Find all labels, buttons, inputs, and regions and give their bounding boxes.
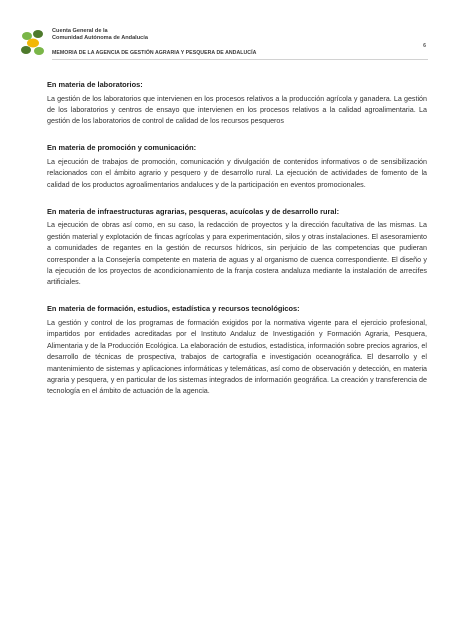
page-header [20,26,428,64]
section-infraestructuras [47,207,427,289]
section-paragraph: La ejecución de trabajos de promoción, comunicación y divulgación de contenidos informativos o de sensibilización relacionados con el ámbito agrario y pesquero y de desarrollo rural. La ejecución de actividades de fomento de la calidad de los productos agroalimentarios andaluces y de la participación en eventos promocionales. [47,158,427,189]
document-body [47,80,427,413]
section-heading: En materia de infraestructuras agrarias, pesqueras, acuícolas y de desarrollo rural: [47,206,340,216]
section-laboratorios [47,80,427,128]
section-formacion [47,304,427,397]
section-paragraph: La gestión y control de los programas de formación exigidos por la normativa vigente para el ejercicio profesional, impartidos por entidades acreditadas por el Instituto Andaluz de Investigación y Formación Agraria, Pesquera, Alimentaria y de la Producción Ecológica. La elaboración de estudios, estadística, información sobre precios agrarios, el desarrollo de técnicas de prospectiva, trabajos de cartografía e investigación oceanográfica. El desarrollo y el mantenimiento de sistemas y aplicaciones informáticas y telemáticas, así como de observación y detección, en materia agraria y pesquera, y en particular de los sistemas integrados de información geográfica. La creación y transferencia de tecnología en el ámbito de actuación de la agencia. [47,319,427,396]
section-promocion [47,143,427,191]
memoria-title: MEMORIA DE LA AGENCIA DE GESTIÓN AGRARIA Y PESQUERA DE ANDALUCÍA [52,50,257,56]
section-heading: En materia de laboratorios: [47,80,143,89]
org-line-1: Cuenta General de la [52,28,108,34]
header-divider [52,59,428,60]
organization-name [52,28,148,41]
org-line-2: Comunidad Autónoma de Andalucía [52,34,148,41]
junta-andalucia-logo-icon [20,28,46,58]
section-heading: En materia de promoción y comunicación: [47,143,197,153]
section-paragraph: La gestión de los laboratorios que intervienen en los procesos relativos a la producción agrícola y ganadera. La gestión de los laboratorios y centros de ensayo que intervienen en los procesos relativos a la calidad agroalimentaria. La gestión de los laboratorios de control de calidad de los recursos pesqueros [47,94,427,126]
page-number: 6 [423,43,426,49]
section-heading: En materia de formación, estudios, estadística y recursos tecnológicos: [47,304,300,314]
section-paragraph: La ejecución de obras así como, en su caso, la redacción de proyectos y la dirección facultativa de las mismas. La gestión material y explotación de fincas agrícolas y para experimentación, silos y otras instalaciones. El asesoramiento a comunidades de regantes en la gestión de recursos hídricos, sin perjuicio de las competencias que pudieran corresponder a la Consejería competente en materia de aguas y al organismo de cuenca correspondiente. El diseño y la ejecución de los proyectos de acondicionamiento de la franja costera andaluza mediante la instalación de arrecifes artificiales. [47,221,427,287]
